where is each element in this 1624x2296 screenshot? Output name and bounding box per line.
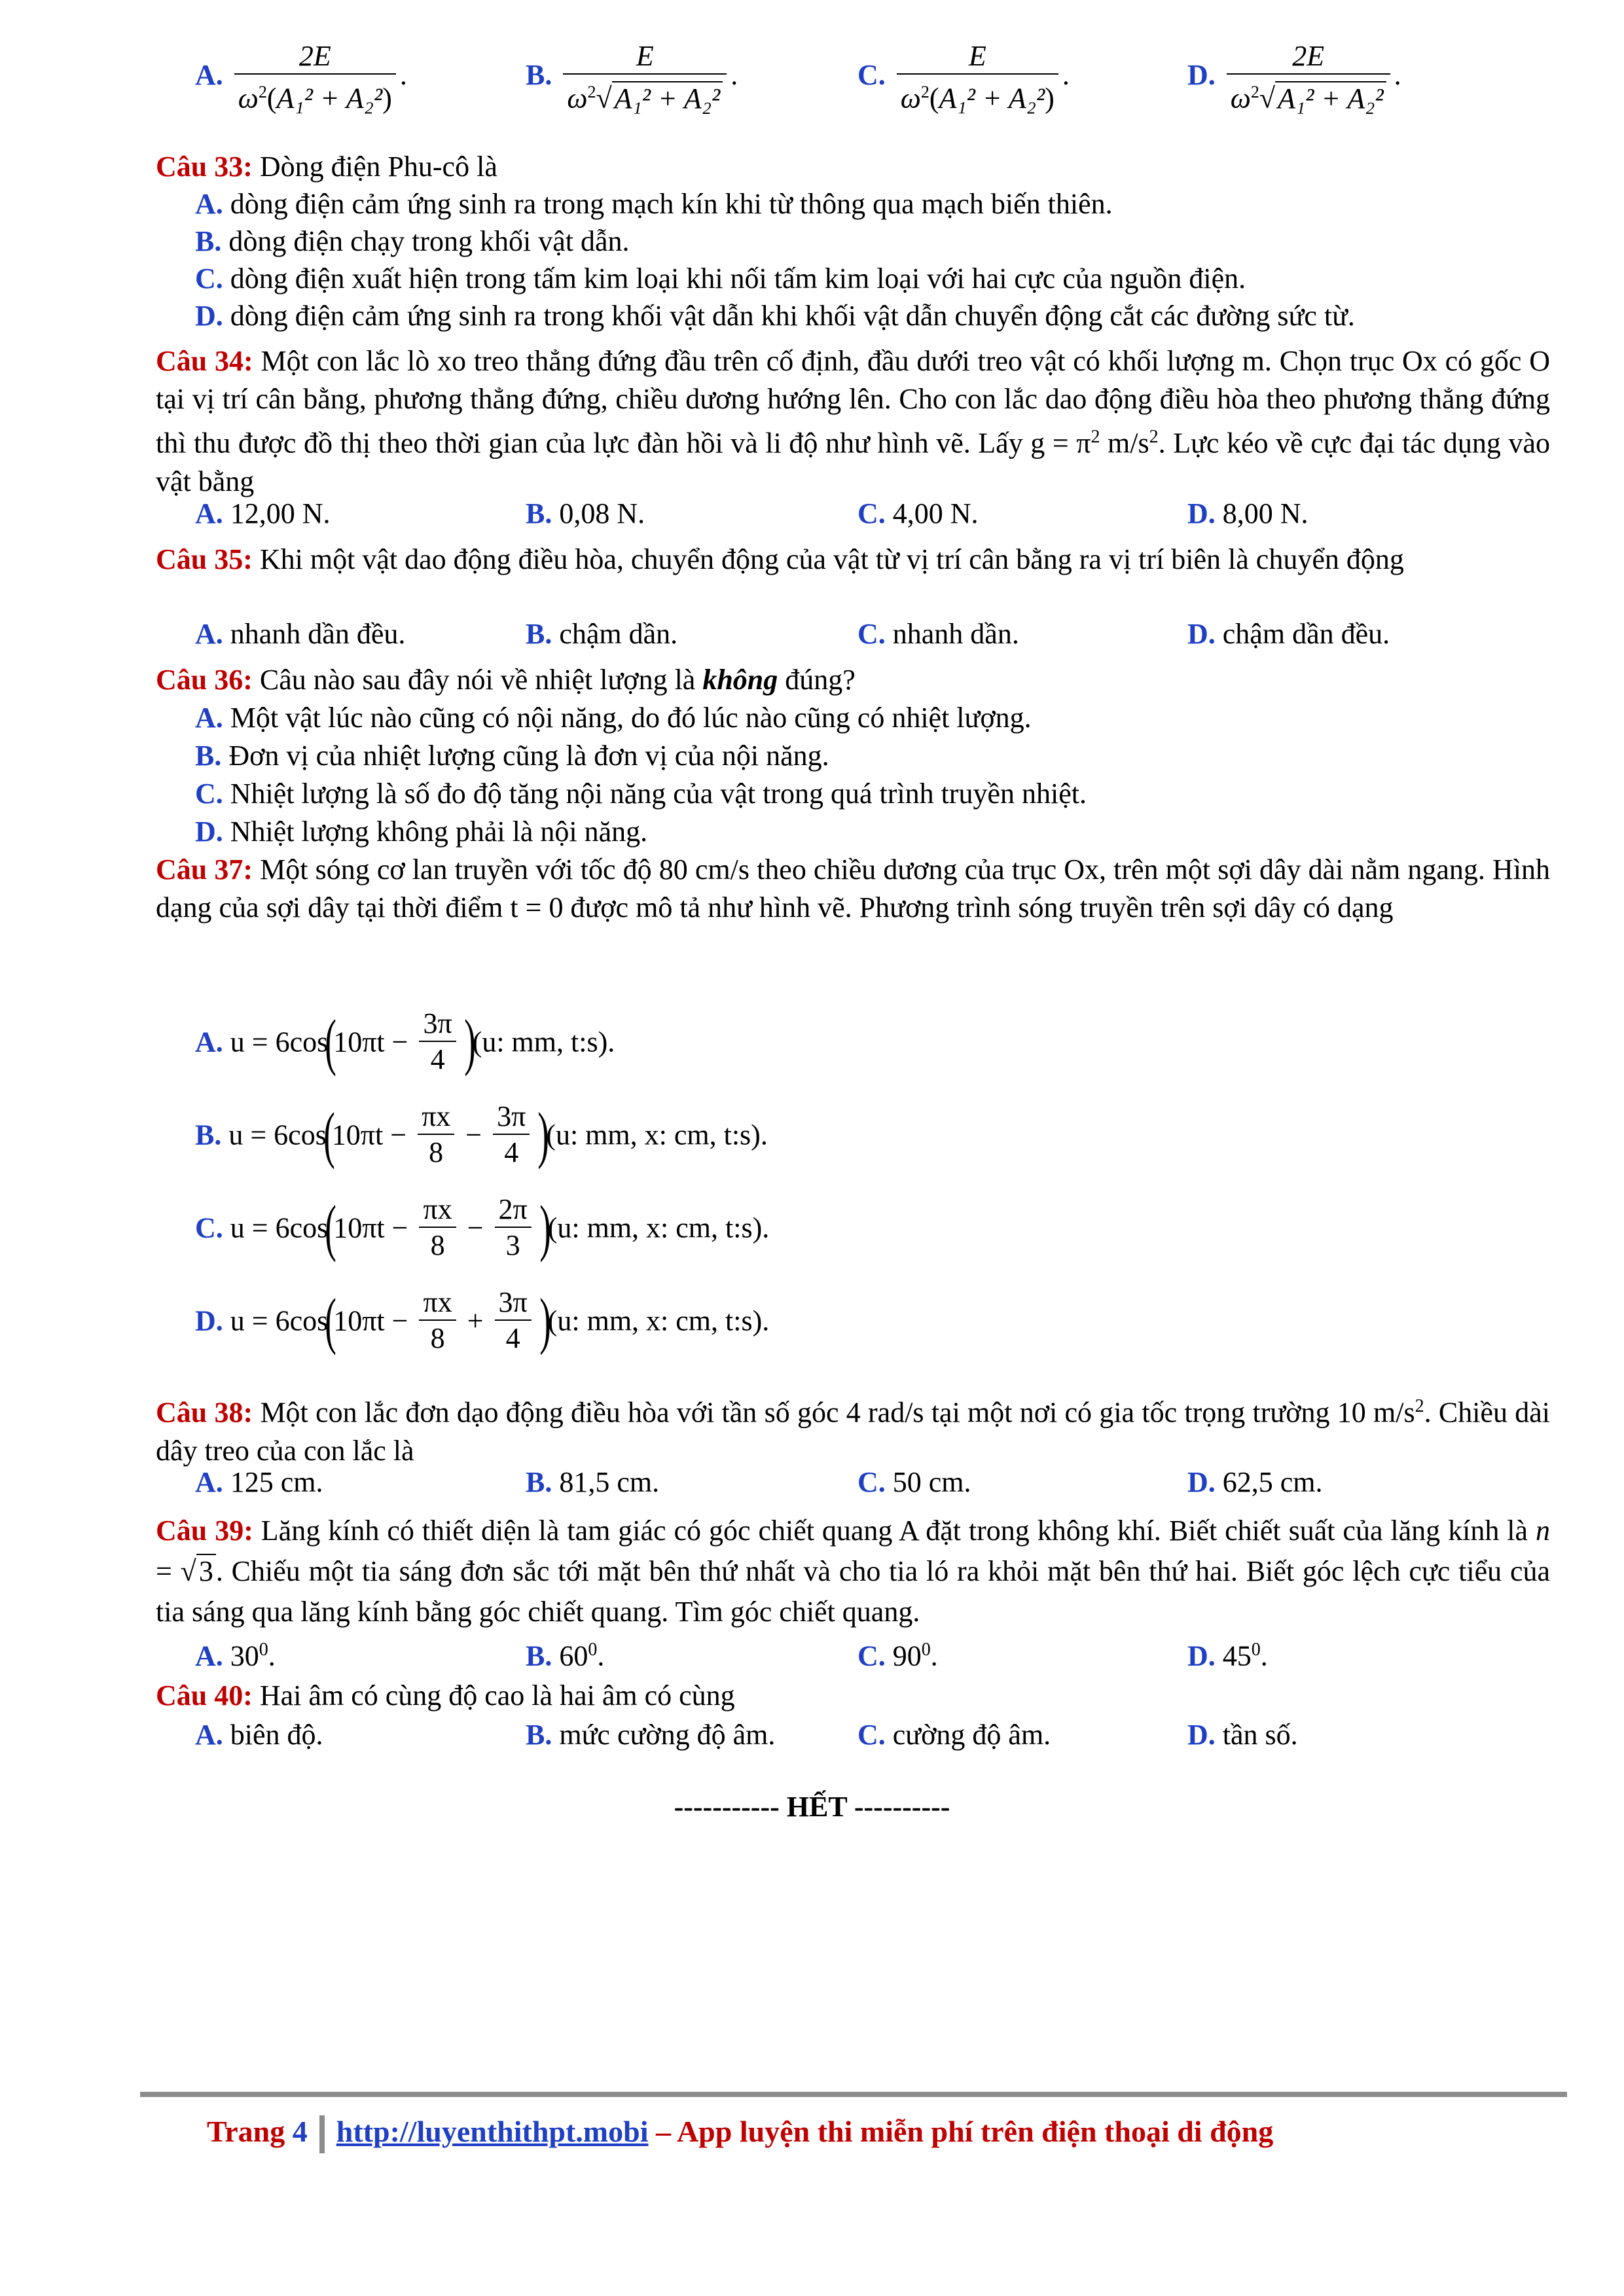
footer-link[interactable]: http://luyenthithpt.mobi [336, 2115, 649, 2148]
footer-page-number: 4 [292, 2115, 308, 2148]
q37-option-b: B. u = 6cos(10πt − $\frac{\pi x}{8}$ − $\frac{3\pi}{4}$ )(u: mm, x: cm, t:s). [195, 1100, 768, 1170]
fraction: $\frac{E}{\omega^2√A_1^2 + A_2^2}$ [563, 39, 727, 117]
q40-stem: Câu 40: Hai âm có cùng độ cao là hai âm có cùng [156, 1679, 735, 1712]
q33-option-c: C. dòng điện xuất hiện trong tấm kim loại khi nối tấm kim loại với hai cực của nguồn điện. [195, 262, 1246, 295]
q38-option-b: B. 81,5 cm. [526, 1466, 660, 1498]
q32-option-b: B. $\frac{E}{\omega^2√A_1^2 + A_2^2}$ . [526, 39, 738, 117]
q34-option-b: B. 0,08 N. [526, 497, 645, 529]
q34-option-c: C. 4,00 N. [857, 497, 979, 529]
q36-stem: Câu 36: Câu nào sau đây nói về nhiệt lượng là không đúng? [156, 664, 856, 696]
q34-stem: Câu 34: Một con lắc lò xo treo thẳng đứng đầu trên cố định, đầu dưới treo vật có khối lượng m. Chọn trục Ox có gốc O tại vị trí cân bằng, phương thẳng đứng, chiều dương hướng lên. Cho con lắc dao động điều hòa theo phương thẳng đứng thì thu được đồ thị theo thời gian của lực đàn hồi và li độ như hình vẽ. Lấy $g = \pi^2$ $m/s^2$. Lực kéo về cực đại tác dụng vào vật bằng [156, 345, 1550, 497]
q32-option-d: D. $\frac{2E}{\omega^2√A_1^2 + A_2^2}$ . [1187, 39, 1401, 117]
q35-stem: Câu 35: Khi một vật dao động điều hòa, chuyển động của vật từ vị trí cân bằng ra vị trí biên là chuyển động [156, 543, 1404, 575]
q34-option-d: D. 8,00 N. [1187, 497, 1308, 529]
fraction: $\frac{E}{\omega^2(A_1^2 + A_2^2)}$ [897, 39, 1058, 117]
q39-option-b: B. $60^0$. [526, 1640, 605, 1672]
q33-option-b: B. dòng điện chạy trong khối vật dẫn. [195, 225, 630, 257]
q33-option-a: A. dòng điện cảm ứng sinh ra trong mạch kín khi từ thông qua mạch biến thiên. [195, 188, 1113, 220]
q36-option-c: C. Nhiệt lượng là số đo độ tăng nội năng của vật trong quá trình truyền nhiệt. [195, 778, 1087, 810]
q35-option-b: B. chậm dần. [526, 618, 678, 650]
q37-stem: Câu 37: Một sóng cơ lan truyền với tốc độ 80 cm/s theo chiều dương của trục Ox, trên một sợi dây dài nằm ngang. Hình dạng của sợi dây tại thời điểm t = 0 được mô tả như hình vẽ. Phương trình sóng truyền trên sợi dây có dạng [156, 853, 1550, 924]
q40-option-c: C. cường độ âm. [857, 1719, 1051, 1751]
q38-option-d: D. 62,5 cm. [1187, 1466, 1323, 1498]
footer-tagline: – App luyện thi miễn phí trên điện thoại di động [648, 2115, 1274, 2148]
q40-option-b: B. mức cường độ âm. [526, 1719, 776, 1751]
q38-stem: Câu 38: Một con lắc đơn dạo động điều hòa với tần số góc 4 rad/s tại một nơi có gia tốc trọng trường 10 $m/s^2$. Chiều dài dây treo của con lắc là [156, 1396, 1550, 1467]
q34-option-a: A. 12,00 N. [195, 497, 331, 529]
q37-option-a: A. u = 6cos(10πt − $\frac{3\pi}{4}$ )(u: mm, t:s). [195, 1007, 615, 1077]
q35-option-c: C. nhanh dần. [857, 618, 1019, 650]
q37-option-d: D. u = 6cos(10πt − $\frac{\pi x}{8}$ + $\frac{3\pi}{4}$ )(u: mm, x: cm, t:s). [195, 1285, 770, 1355]
fraction: $\frac{2E}{\omega^2√A_1^2 + A_2^2}$ [1227, 39, 1390, 117]
q39-option-a: A. $30^0$. [195, 1640, 276, 1672]
footer-rule [140, 2092, 1567, 2097]
q33-stem: Câu 33: Dòng điện Phu-cô là [156, 151, 497, 183]
fraction: $\frac{2E}{\omega^2(A_1^2 + A_2^2)}$ [234, 39, 396, 117]
q37-option-c: C. u = 6cos(10πt − $\frac{\pi x}{8}$ − $\frac{2\pi}{3}$ )(u: mm, x: cm, t:s). [195, 1193, 770, 1263]
q40-option-d: D. tần số. [1187, 1719, 1298, 1751]
footer-separator [319, 2115, 325, 2153]
q32-option-c: C. $\frac{E}{\omega^2(A_1^2 + A_2^2)}$ . [857, 39, 1070, 117]
end-marker: ----------- HẾT ---------- [674, 1791, 950, 1823]
q38-option-c: C. 50 cm. [857, 1466, 971, 1498]
q35-option-d: D. chậm dần đều. [1187, 618, 1390, 650]
q36-option-b: B. Đơn vị của nhiệt lượng cũng là đơn vị của nội năng. [195, 740, 829, 772]
q35-option-a: A. nhanh dần đều. [195, 618, 406, 650]
footer [207, 2114, 1273, 2153]
q33-option-d: D. dòng điện cảm ứng sinh ra trong khối vật dẫn khi khối vật dẫn chuyển động cắt các đường sức từ. [195, 300, 1355, 332]
q39-stem: Câu 39: Lăng kính có thiết diện là tam giác có góc chiết quang A đặt trong không khí. Biết chiết suất của lăng kính là n = √3. Chiếu một tia sáng đơn sắc tới mặt bên thứ nhất và cho tia ló ra khỏi mặt bên thứ hai. Biết góc lệch cực tiểu của tia sáng qua lăng kính bằng góc chiết quang. Tìm góc chiết quang. [156, 1515, 1550, 1628]
q36-option-a: A. Một vật lúc nào cũng có nội năng, do đó lúc nào cũng có nhiệt lượng. [195, 702, 1032, 734]
q39-option-c: C. $90^0$. [857, 1640, 938, 1672]
q39-option-d: D. $45^0$. [1187, 1640, 1268, 1672]
q36-option-d: D. Nhiệt lượng không phải là nội năng. [195, 816, 648, 848]
q40-option-a: A. biên độ. [195, 1719, 323, 1751]
footer-page-label: Trang [207, 2115, 285, 2148]
q38-option-a: A. 125 cm. [195, 1466, 323, 1498]
q32-option-a: A. $\frac{2E}{\omega^2(A_1^2 + A_2^2)}$ . [195, 39, 407, 117]
